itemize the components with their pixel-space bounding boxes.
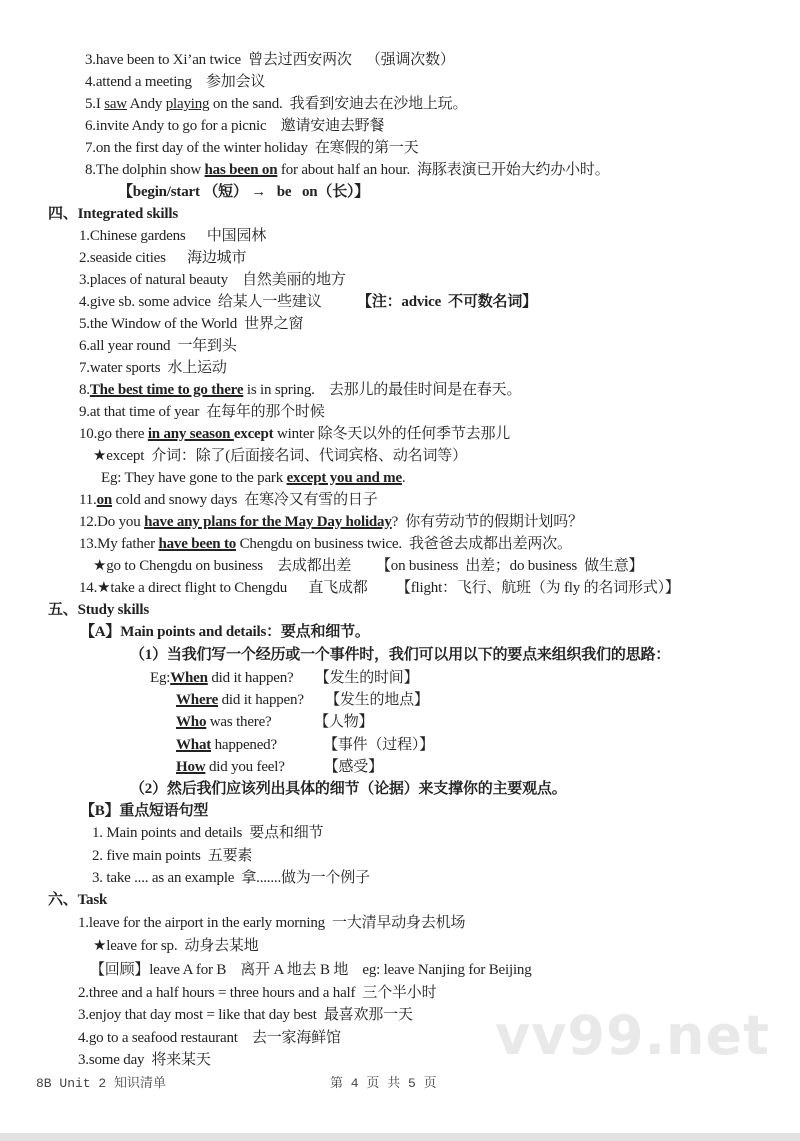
line-text: 9.at that time of year 在每年的那个时候: [79, 404, 325, 420]
footer-page-number: 第 4 页 共 5 页: [330, 1076, 437, 1091]
line-text: did you feel? 【感受】: [205, 759, 383, 775]
line-text: 2.three and a half hours = three hours and a half 三个半小时: [78, 985, 437, 1001]
text-line: [90, 960, 532, 980]
text-line: [79, 402, 325, 422]
text-line: [85, 94, 467, 114]
text-line: [92, 868, 370, 888]
text-line: [78, 913, 465, 933]
line-text: 7.water sports 水上运动: [79, 360, 227, 376]
text-line: [85, 50, 455, 70]
emphasis-text: When: [170, 670, 208, 686]
text-line: [85, 160, 610, 180]
line-text: 8.The dolphin show: [85, 162, 205, 178]
emphasis-text: 五、Study skills: [48, 602, 149, 618]
line-text: on the sand. 我看到安迪去在沙地上玩。: [209, 96, 468, 112]
line-text: was there? 【人物】: [206, 714, 374, 730]
emphasis-text: except you and me: [286, 470, 402, 486]
emphasis-text: 【begin/start （短） → be on（长）】: [118, 184, 370, 200]
emphasis-text: （1）当我们写一个经历或一个事件时，我们可以用以下的要点来组织我们的思路：: [130, 647, 671, 663]
line-text: 2.seaside cities 海边城市: [79, 250, 247, 266]
text-line: [92, 846, 252, 866]
text-line: [79, 292, 537, 312]
line-text: 8.: [79, 382, 90, 398]
line-text: happened? 【事件（过程）】: [211, 737, 434, 753]
line-text: Eg: They have gone to the park: [101, 470, 287, 486]
text-line: [79, 490, 378, 510]
line-text: ★go to Chengdu on business 去成都出差 【on business 出差；do business 做生意】: [93, 558, 644, 574]
line-text: ★except 介词：除了(后面接名词、代词宾格、动名词等）: [93, 448, 467, 464]
line-text: 10.go there: [79, 426, 148, 442]
text-line: [48, 890, 107, 910]
line-text: 4.attend a meeting 参加会议: [85, 74, 266, 90]
text-line: [130, 645, 670, 665]
emphasis-text: Where: [176, 692, 219, 708]
line-text: 13.My father: [79, 536, 159, 552]
emphasis-text: have been to: [158, 536, 237, 552]
line-text: 1.Chinese gardens 中国园林: [79, 228, 267, 244]
line-text: did it happen? 【发生的时间】: [207, 670, 419, 686]
page-bottom-edge: [0, 1133, 800, 1141]
line-text: 14.★take a direct flight to Chengdu 直飞成都 【flight：飞行、航班（为 fly 的名词形式）】: [79, 580, 680, 596]
line-text: 4.go to a seafood restaurant 去一家海鲜馆: [78, 1030, 341, 1046]
line-text: cold and snowy days 在寒冷又有雪的日子: [112, 492, 378, 508]
line-text: for about half an hour. 海豚表演已开始大约办小时。: [277, 162, 610, 178]
emphasis-text: on: [96, 492, 113, 508]
text-line: [92, 823, 323, 843]
text-line: [79, 512, 583, 532]
text-line: [85, 72, 265, 92]
text-line: [130, 779, 567, 799]
line-text: Chengdu on business twice. 我爸爸去成都出差两次。: [236, 536, 572, 552]
emphasis-text: 【注：advice 不可数名词】: [357, 294, 537, 310]
text-line: [79, 270, 346, 290]
text-line: [101, 468, 405, 488]
emphasis-text: except: [233, 426, 274, 442]
text-line: [176, 757, 383, 777]
text-line: [176, 690, 429, 710]
line-text: 1. Main points and details 要点和细节: [92, 825, 324, 841]
line-text: 3.have been to Xi’an twice 曾去过西安两次 （强调次数）: [85, 52, 455, 68]
emphasis-text: playing: [165, 96, 210, 112]
emphasis-text: （2）然后我们应该列出具体的细节（论据）来支撑你的主要观点。: [130, 781, 567, 797]
line-text: winter 除冬天以外的任何季节去那儿: [273, 426, 511, 442]
emphasis-text: 四、Integrated skills: [48, 206, 178, 222]
line-text: ? 你有劳动节的假期计划吗？: [391, 514, 583, 530]
line-text: 3.places of natural beauty 自然美丽的地方: [79, 272, 346, 288]
line-text: 6.all year round 一年到头: [79, 338, 237, 354]
line-text: did it happen? 【发生的地点】: [218, 692, 429, 708]
text-line: [85, 116, 384, 136]
line-text: 3. take .... as an example 拿.......做为一个例子: [92, 870, 370, 886]
text-line: [80, 622, 370, 642]
text-line: [176, 712, 373, 732]
text-line: [79, 534, 572, 554]
line-text: 7.on the first day of the winter holiday 在寒假的第一天: [85, 140, 419, 156]
text-line: [85, 138, 418, 158]
footer-title: 8B Unit 2 知识清单: [36, 1076, 167, 1091]
text-line: [79, 226, 266, 246]
line-text: 11.: [79, 492, 97, 508]
line-text: .: [401, 470, 406, 486]
text-line: [79, 578, 680, 598]
text-line: [78, 1028, 341, 1048]
line-text: 5.the Window of the World 世界之窗: [79, 316, 304, 332]
line-text: 4.give sb. some advice 给某人一些建议: [79, 294, 358, 310]
emphasis-text: Who: [176, 714, 207, 730]
line-text: is in spring. 去那儿的最佳时间是在春天。: [243, 382, 522, 398]
emphasis-text: 【A】Main points and details：要点和细节。: [80, 624, 370, 640]
emphasis-text: 六、Task: [48, 892, 108, 908]
watermark: vv99.net: [495, 1004, 770, 1067]
line-text: Andy: [126, 96, 166, 112]
line-text: ★leave for sp. 动身去某地: [93, 938, 259, 954]
text-line: [150, 668, 418, 688]
emphasis-text: have any plans for the May Day holiday: [144, 514, 392, 530]
text-line: [93, 556, 643, 576]
line-text: 3.some day 将来某天: [78, 1052, 211, 1068]
emphasis-text: 【B】重点短语句型: [80, 803, 209, 819]
text-line: [78, 1005, 413, 1025]
emphasis-text: The best time to go there: [89, 382, 244, 398]
line-text: 5.I: [85, 96, 105, 112]
text-line: [79, 424, 510, 444]
text-line: [176, 735, 434, 755]
text-line: [79, 358, 227, 378]
text-line: [79, 248, 246, 268]
emphasis-text: What: [176, 737, 212, 753]
text-line: [93, 446, 467, 466]
text-line: [48, 600, 149, 620]
line-text: 2. five main points 五要素: [92, 848, 253, 864]
text-line: [79, 380, 521, 400]
text-line: [48, 204, 178, 224]
text-line: [118, 182, 369, 202]
emphasis-text: has been on: [204, 162, 278, 178]
line-text: 12.Do you: [79, 514, 145, 530]
text-line: [79, 314, 303, 334]
emphasis-text: How: [176, 759, 206, 775]
line-text: 【回顾】leave A for B 离开 A 地去 B 地 eg: leave Nanjing for Beijing: [90, 962, 532, 978]
line-text: Eg:: [150, 670, 171, 686]
line-text: 1.leave for the airport in the early morning 一大清早动身去机场: [78, 915, 466, 931]
text-line: [78, 983, 436, 1003]
text-line: [93, 936, 258, 956]
line-text: 3.enjoy that day most = like that day best 最喜欢那一天: [78, 1007, 413, 1023]
text-line: [78, 1050, 211, 1070]
emphasis-text: saw: [104, 96, 127, 112]
text-line: [79, 336, 237, 356]
emphasis-text: in any season: [147, 426, 234, 442]
text-line: [80, 801, 208, 821]
line-text: 6.invite Andy to go for a picnic 邀请安迪去野餐: [85, 118, 385, 134]
